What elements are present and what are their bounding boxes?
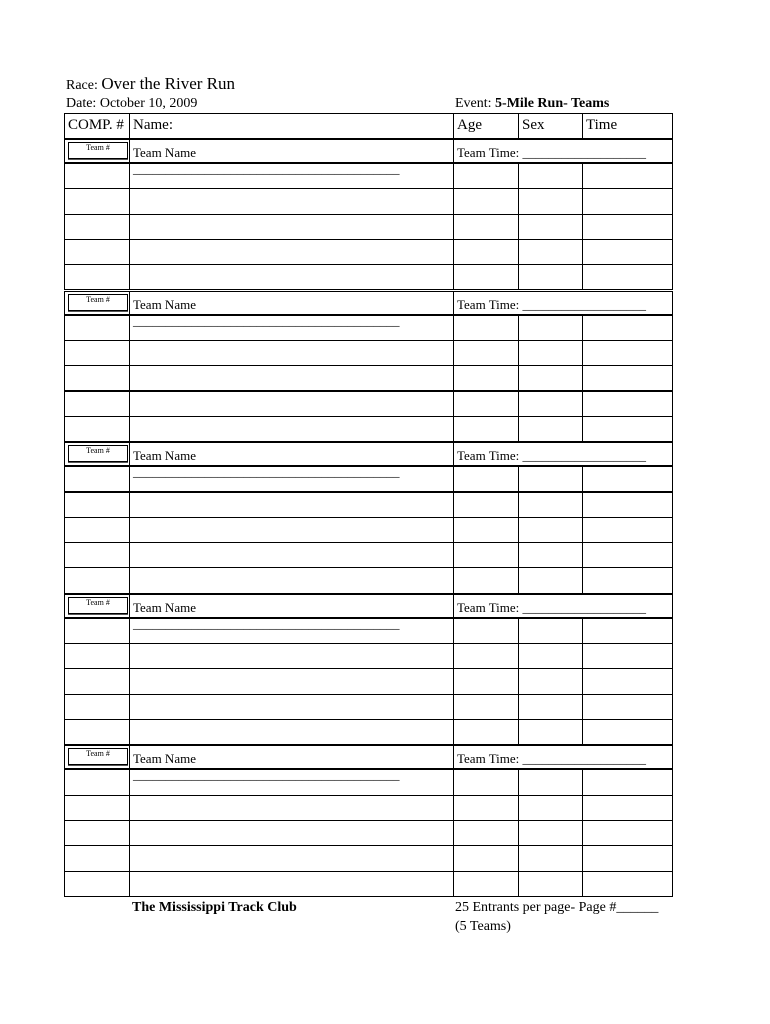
age-cell[interactable] [453,871,519,897]
team-header-row [64,594,673,631]
comp-number-cell[interactable] [64,719,130,745]
runner-name-cell[interactable] [129,492,454,518]
runner-name-cell[interactable] [129,542,454,568]
runner-name-cell[interactable] [129,264,454,290]
sex-cell[interactable] [518,643,583,669]
team-name-cell[interactable] [129,291,454,328]
time-cell[interactable] [582,769,673,795]
event-label: Event: [455,96,492,111]
team-name-cell[interactable] [129,745,454,783]
time-cell[interactable] [582,264,673,290]
age-cell[interactable] [453,668,519,694]
sex-cell[interactable] [518,845,583,871]
sex-header: Sex [522,117,545,133]
sex-cell[interactable] [518,618,583,644]
time-cell[interactable] [582,214,673,240]
time-cell[interactable] [582,340,673,366]
team-time-cell[interactable] [453,594,673,618]
event-value: 5-Mile Run- Teams [495,96,610,111]
age-cell[interactable] [453,416,519,442]
time-cell[interactable] [582,694,673,720]
sex-cell[interactable] [518,871,583,897]
team-name-label: Team Name _________________________________________ [133,145,400,176]
runner-name-cell[interactable] [129,820,454,846]
runner-name-cell[interactable] [129,466,454,492]
sex-cell[interactable] [518,315,583,341]
team-time-label: Team Time: ___________________ [457,751,647,767]
time-cell[interactable] [582,795,673,821]
time-cell[interactable] [582,668,673,694]
entry-row [64,517,673,543]
entry-row [64,845,673,871]
age-header: Age [457,117,482,133]
runner-name-cell[interactable] [129,214,454,240]
team-number-badge: Team # [68,748,128,765]
entry-row [64,340,673,366]
comp-number-cell[interactable] [64,542,130,568]
runner-name-cell[interactable] [129,163,454,189]
sex-cell[interactable] [518,340,583,366]
team-name-label: Team Name _________________________________________ [133,599,400,631]
age-cell[interactable] [453,315,519,341]
sex-cell[interactable] [518,264,583,290]
team-time-cell[interactable] [453,139,673,163]
entry-row [64,618,673,644]
runner-name-cell[interactable] [129,517,454,543]
entry-row [64,315,673,341]
age-cell[interactable] [453,719,519,745]
team-name-label: Team Name _________________________________________ [133,448,400,480]
team-name-cell[interactable] [129,442,454,480]
team-name-label: Team Name _________________________________________ [133,751,400,783]
age-cell[interactable] [453,214,519,240]
entry-row [64,492,673,518]
runner-name-cell[interactable] [129,618,454,644]
team-header-row [64,442,673,480]
team-header-row [64,745,673,783]
sex-cell[interactable] [518,391,583,417]
runner-name-cell[interactable] [129,239,454,265]
time-cell[interactable] [582,871,673,897]
runner-name-cell[interactable] [129,668,454,694]
entry-row [64,188,673,214]
team-time-cell[interactable] [453,291,673,315]
sex-cell[interactable] [518,769,583,795]
comp-number-cell[interactable] [64,871,130,897]
entry-row [64,795,673,821]
time-cell[interactable] [582,163,673,189]
runner-name-cell[interactable] [129,416,454,442]
runner-name-cell[interactable] [129,391,454,417]
time-cell[interactable] [582,239,673,265]
sex-cell[interactable] [518,668,583,694]
age-cell[interactable] [453,643,519,669]
team-number-badge: Team # [68,294,128,311]
time-cell[interactable] [582,365,673,391]
sex-cell[interactable] [518,239,583,265]
sex-cell[interactable] [518,517,583,543]
entry-row [64,239,673,265]
time-cell[interactable] [582,466,673,492]
comp-number-cell[interactable] [64,315,130,341]
sex-cell[interactable] [518,214,583,240]
entry-row [64,820,673,846]
age-cell[interactable] [453,845,519,871]
time-cell[interactable] [582,820,673,846]
team-time-cell[interactable] [453,442,673,466]
runner-name-cell[interactable] [129,643,454,669]
comp-header-cell [64,113,130,139]
comp-number-cell[interactable] [64,264,130,290]
comp-header: COMP. # [68,117,124,133]
runner-name-cell[interactable] [129,769,454,795]
time-header-cell [582,113,673,139]
runner-name-cell[interactable] [129,340,454,366]
time-cell[interactable] [582,391,673,417]
race-name: Over the River Run [101,74,235,93]
team-number-cell[interactable] [64,291,130,315]
comp-number-cell[interactable] [64,163,130,189]
race-line [66,74,235,94]
entry-row [64,694,673,720]
age-cell[interactable] [453,264,519,290]
name-header: Name: [133,117,173,133]
sex-cell[interactable] [518,820,583,846]
runner-name-cell[interactable] [129,365,454,391]
time-header: Time [586,117,618,133]
time-cell[interactable] [582,315,673,341]
comp-number-cell[interactable] [64,239,130,265]
age-cell[interactable] [453,795,519,821]
sex-cell[interactable] [518,416,583,442]
time-cell[interactable] [582,845,673,871]
runner-name-cell[interactable] [129,694,454,720]
age-cell[interactable] [453,239,519,265]
entry-row [64,567,673,593]
team-time-cell[interactable] [453,745,673,769]
runner-name-cell[interactable] [129,795,454,821]
comp-number-cell[interactable] [64,188,130,214]
age-cell[interactable] [453,618,519,644]
comp-number-cell[interactable] [64,845,130,871]
comp-number-cell[interactable] [64,492,130,518]
age-cell[interactable] [453,466,519,492]
time-cell[interactable] [582,719,673,745]
team-number-cell[interactable] [64,442,130,466]
time-cell[interactable] [582,542,673,568]
sex-cell[interactable] [518,188,583,214]
entry-row [64,769,673,795]
comp-number-cell[interactable] [64,340,130,366]
date-label: Date: [66,96,97,111]
team-number-cell[interactable] [64,745,130,769]
comp-number-cell[interactable] [64,795,130,821]
sex-cell[interactable] [518,466,583,492]
column-header-row [64,113,673,139]
sex-cell[interactable] [518,492,583,518]
runner-name-cell[interactable] [129,188,454,214]
entry-row [64,214,673,240]
race-label: Race: [66,78,98,93]
age-cell[interactable] [453,769,519,795]
entry-row [64,871,673,897]
runner-name-cell[interactable] [129,315,454,341]
runner-name-cell[interactable] [129,567,454,593]
age-cell[interactable] [453,542,519,568]
name-header-cell [129,113,454,139]
entry-row [64,668,673,694]
teams-count-note: (5 Teams) [455,919,511,934]
sex-cell[interactable] [518,795,583,821]
comp-number-cell[interactable] [64,391,130,417]
entry-row [64,719,673,745]
team-header-row [64,291,673,328]
time-cell[interactable] [582,643,673,669]
team-number-badge: Team # [68,597,128,614]
comp-number-cell[interactable] [64,694,130,720]
age-cell[interactable] [453,567,519,593]
age-cell[interactable] [453,820,519,846]
team-header-row [64,139,673,176]
entry-row [64,466,673,492]
team-number-cell[interactable] [64,139,130,163]
comp-number-cell[interactable] [64,643,130,669]
date-value: October 10, 2009 [99,96,198,111]
age-cell[interactable] [453,365,519,391]
comp-number-cell[interactable] [64,517,130,543]
age-cell[interactable] [453,517,519,543]
comp-number-cell[interactable] [64,769,130,795]
sex-cell[interactable] [518,365,583,391]
time-cell[interactable] [582,492,673,518]
time-cell[interactable] [582,517,673,543]
sex-cell[interactable] [518,567,583,593]
time-cell[interactable] [582,618,673,644]
runner-name-cell[interactable] [129,845,454,871]
entry-row [64,163,673,189]
team-name-cell[interactable] [129,594,454,631]
runner-name-cell[interactable] [129,719,454,745]
age-cell[interactable] [453,163,519,189]
age-cell[interactable] [453,391,519,417]
team-time-label: Team Time: ___________________ [457,296,647,312]
sex-cell[interactable] [518,694,583,720]
comp-number-cell[interactable] [64,416,130,442]
time-cell[interactable] [582,416,673,442]
entry-row [64,391,673,417]
comp-number-cell[interactable] [64,820,130,846]
date-line [66,96,197,112]
entry-row [64,264,673,290]
comp-number-cell[interactable] [64,365,130,391]
team-time-label: Team Time: ___________________ [457,599,647,615]
entry-row [64,416,673,442]
entry-row [64,365,673,391]
runner-name-cell[interactable] [129,871,454,897]
sex-cell[interactable] [518,163,583,189]
entry-row [64,643,673,669]
comp-number-cell[interactable] [64,567,130,593]
age-cell[interactable] [453,492,519,518]
comp-number-cell[interactable] [64,668,130,694]
entry-row [64,542,673,568]
team-number-badge: Team # [68,445,128,462]
sex-cell[interactable] [518,542,583,568]
comp-number-cell[interactable] [64,214,130,240]
team-number-badge: Team # [68,142,128,159]
age-cell[interactable] [453,340,519,366]
time-cell[interactable] [582,567,673,593]
age-cell[interactable] [453,188,519,214]
club-name: The Mississippi Track Club [132,900,297,915]
age-cell[interactable] [453,694,519,720]
team-number-cell[interactable] [64,594,130,618]
team-name-label: Team Name _________________________________________ [133,296,400,328]
comp-number-cell[interactable] [64,618,130,644]
team-time-label: Team Time: ___________________ [457,448,647,464]
time-cell[interactable] [582,188,673,214]
sex-cell[interactable] [518,719,583,745]
event-line [455,96,609,112]
sex-header-cell [518,113,583,139]
comp-number-cell[interactable] [64,466,130,492]
age-header-cell [453,113,519,139]
team-time-label: Team Time: ___________________ [457,145,647,160]
entrants-per-page: 25 Entrants per page- Page #______ [455,900,659,915]
team-name-cell[interactable] [129,139,454,176]
